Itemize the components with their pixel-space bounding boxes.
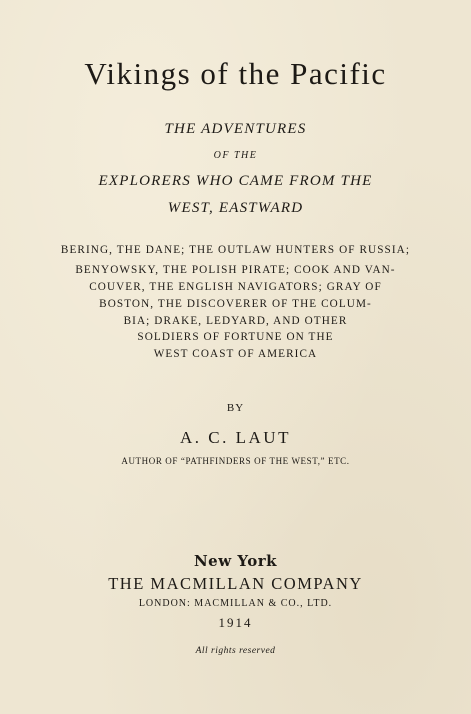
rights-notice: All rights reserved xyxy=(195,646,276,656)
description-line-7: WEST COAST OF AMERICA xyxy=(153,348,318,360)
by-label: BY xyxy=(226,402,245,414)
description-line-2: BENYOWSKY, THE POLISH PIRATE; COOK AND VAN- xyxy=(75,264,396,276)
book-title: Vikings of the Pacific xyxy=(84,56,387,91)
subtitle-line-3: EXPLORERS WHO CAME FROM THE xyxy=(98,173,373,189)
publication-year: 1914 xyxy=(218,615,253,630)
publisher-place: New York xyxy=(193,552,278,570)
subtitle-line-1: THE ADVENTURES xyxy=(164,121,307,137)
publisher-london: LONDON: MACMILLAN & CO., LTD. xyxy=(138,598,333,609)
publisher-name: THE MACMILLAN COMPANY xyxy=(108,574,363,593)
subtitle-line-4: WEST, EASTWARD xyxy=(167,200,304,216)
subtitle-line-2: OF THE xyxy=(213,150,258,161)
description-line-1: BERING, THE DANE; THE OUTLAW HUNTERS OF RUSSIA; xyxy=(60,244,411,256)
description-line-3: COUVER, THE ENGLISH NAVIGATORS; GRAY OF xyxy=(89,281,382,293)
description-line-6: SOLDIERS OF FORTUNE ON THE xyxy=(137,331,334,343)
description-line-4: BOSTON, THE DISCOVERER OF THE COLUM- xyxy=(99,298,372,310)
author-note: AUTHOR OF “PATHFINDERS OF THE WEST,” ETC. xyxy=(121,456,350,466)
author-name: A. C. LAUT xyxy=(180,428,291,447)
description-line-5: BIA; DRAKE, LEDYARD, AND OTHER xyxy=(123,315,348,327)
